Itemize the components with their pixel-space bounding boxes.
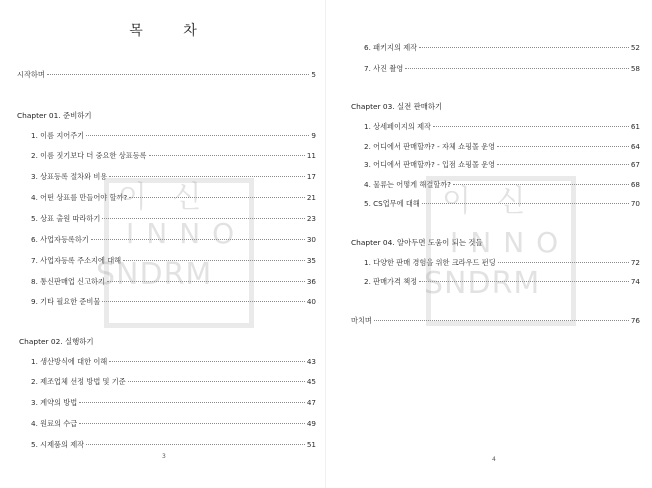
leader-dots	[79, 423, 305, 424]
leader-dots	[497, 164, 629, 165]
watermark-sndrm: SNDRM	[424, 266, 541, 301]
entry-label: 1. 이름 지어주기	[31, 131, 85, 140]
entry-label: 3. 계약의 방법	[31, 398, 78, 407]
chapter-heading: Chapter 02. 실행하기	[19, 337, 94, 346]
leader-dots	[102, 301, 305, 302]
leader-dots	[91, 239, 305, 240]
entry-label: 4. 물류는 어떻게 해결할까?	[364, 180, 451, 189]
leader-dots	[86, 444, 305, 445]
entry-page: 64	[630, 142, 640, 151]
watermark-inno: INNO	[450, 226, 571, 259]
entry-page: 67	[630, 160, 640, 169]
toc-entry-intro[interactable]	[17, 70, 316, 80]
entry-label: 6. 사업자등록하기	[31, 235, 89, 244]
entry-page: 17	[306, 172, 316, 181]
toc-entry[interactable]	[364, 43, 640, 53]
watermark-name: 이 신	[118, 180, 210, 215]
leader-dots	[374, 320, 629, 321]
leader-dots	[102, 218, 305, 219]
toc-entry[interactable]	[364, 180, 640, 190]
toc-entry[interactable]	[31, 357, 316, 367]
entry-label: 8. 통신판매업 신고하기	[31, 277, 105, 286]
entry-page: 68	[630, 180, 640, 189]
entry-page: 5	[311, 70, 316, 79]
entry-label: 5. 시제품의 제작	[31, 440, 85, 449]
leader-dots	[107, 281, 305, 282]
entry-label: 4. 원료의 수급	[31, 419, 78, 428]
entry-page: 52	[630, 43, 640, 52]
entry-label: 5. 상표 출원 따라하기	[31, 214, 101, 223]
leader-dots	[498, 262, 629, 263]
toc-entry[interactable]	[364, 199, 640, 209]
entry-page: 40	[306, 297, 316, 306]
entry-label: 2. 이름 짓기보다 더 중요한 상표등록	[31, 151, 147, 160]
toc-entry[interactable]	[31, 398, 316, 408]
right-page	[326, 0, 652, 488]
leader-dots	[123, 260, 305, 261]
toc-entry[interactable]	[364, 122, 640, 132]
chapter-heading: Chapter 01. 준비하기	[17, 111, 92, 120]
entry-page: 70	[630, 199, 640, 208]
toc-entry-outro[interactable]	[351, 316, 640, 326]
toc-entry[interactable]	[364, 258, 640, 268]
toc-entry[interactable]	[31, 214, 316, 224]
entry-page: 61	[630, 122, 640, 131]
toc-entry[interactable]	[364, 64, 640, 74]
entry-page: 58	[630, 64, 640, 73]
entry-label: 5. CS업무에 대해	[364, 199, 420, 208]
leader-dots	[497, 146, 629, 147]
toc-entry[interactable]	[31, 297, 316, 307]
chapter-heading: Chapter 03. 실전 판매하기	[351, 102, 443, 111]
leader-dots	[47, 74, 310, 75]
entry-label: 4. 어떤 상표를 만들어야 할까?	[31, 193, 128, 202]
watermark-name: 이 신	[442, 184, 534, 219]
leader-dots	[453, 184, 629, 185]
watermark-inno: INNO	[126, 217, 247, 250]
leader-dots	[129, 197, 305, 198]
entry-page: 35	[306, 256, 316, 265]
entry-page: 51	[306, 440, 316, 449]
entry-label: 마치며	[351, 316, 372, 325]
toc-entry[interactable]	[31, 131, 316, 141]
entry-page: 49	[306, 419, 316, 428]
toc-entry[interactable]	[31, 419, 316, 429]
entry-label: 1. 다양한 판매 경험을 위한 크라우드 펀딩	[364, 258, 496, 267]
entry-label: 2. 어디에서 판매할까? - 자체 쇼핑몰 운영	[364, 142, 496, 151]
entry-label: 1. 상세페이지의 제작	[364, 122, 431, 131]
page-number: 3	[162, 453, 166, 460]
toc-entry[interactable]	[31, 151, 316, 161]
leader-dots	[79, 402, 305, 403]
leader-dots	[128, 381, 305, 382]
leader-dots	[109, 176, 305, 177]
entry-label: 시작하며	[17, 70, 45, 79]
entry-page: 76	[630, 316, 640, 325]
toc-entry[interactable]	[31, 172, 316, 182]
toc-entry[interactable]	[364, 142, 640, 152]
watermark-sndrm: SNDRM	[96, 257, 213, 292]
entry-label: 1. 생산방식에 대한 이해	[31, 357, 108, 366]
entry-page: 72	[630, 258, 640, 267]
entry-page: 74	[630, 277, 640, 286]
toc-entry[interactable]	[31, 377, 316, 387]
chapter-heading: Chapter 04. 알아두면 도움이 되는 것들	[351, 238, 483, 247]
leader-dots	[109, 361, 305, 362]
entry-label: 3. 어디에서 판매할까? - 입점 쇼핑몰 운영	[364, 160, 496, 169]
toc-entry[interactable]	[364, 277, 640, 287]
entry-label: 2. 판매가격 책정	[364, 277, 418, 286]
toc-entry[interactable]	[31, 193, 316, 203]
entry-page: 45	[306, 377, 316, 386]
leader-dots	[405, 68, 629, 69]
toc-entry[interactable]	[31, 256, 316, 266]
page-number: 4	[492, 456, 496, 463]
leader-dots	[433, 126, 629, 127]
entry-page: 43	[306, 357, 316, 366]
toc-entry[interactable]	[31, 235, 316, 245]
toc-title: 목 차	[129, 23, 215, 39]
toc-entry[interactable]	[31, 277, 316, 287]
entry-page: 47	[306, 398, 316, 407]
toc-entry[interactable]	[364, 160, 640, 170]
entry-page: 36	[306, 277, 316, 286]
leader-dots	[86, 135, 309, 136]
entry-label: 6. 패키지의 제작	[364, 43, 418, 52]
toc-entry[interactable]	[31, 440, 316, 450]
entry-label: 9. 기타 필요한 준비물	[31, 297, 101, 306]
entry-page: 9	[311, 131, 316, 140]
entry-label: 7. 사진 촬영	[364, 64, 404, 73]
entry-page: 23	[306, 214, 316, 223]
leader-dots	[419, 281, 629, 282]
entry-label: 7. 사업자등록 주소지에 대해	[31, 256, 122, 265]
leader-dots	[422, 203, 629, 204]
entry-label: 2. 제조업체 선정 방법 및 기준	[31, 377, 126, 386]
entry-page: 21	[306, 193, 316, 202]
entry-label: 3. 상표등록 절차와 비용	[31, 172, 108, 181]
leader-dots	[149, 155, 305, 156]
leader-dots	[419, 47, 629, 48]
entry-page: 11	[306, 151, 316, 160]
entry-page: 30	[306, 235, 316, 244]
